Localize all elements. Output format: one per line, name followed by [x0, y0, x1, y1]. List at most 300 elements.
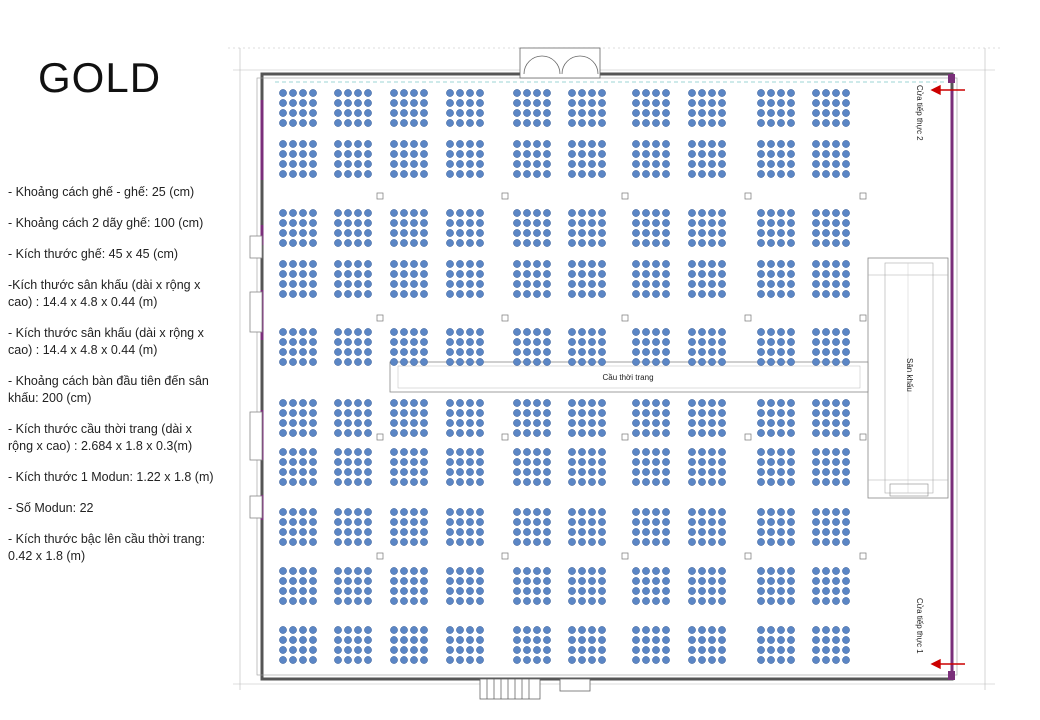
chair: [662, 468, 669, 475]
seating-block: [513, 399, 550, 436]
chair: [718, 478, 725, 485]
chair: [578, 508, 585, 515]
chair: [787, 328, 794, 335]
chair: [652, 260, 659, 267]
chair: [289, 409, 296, 416]
chair: [390, 260, 397, 267]
chair: [718, 140, 725, 147]
chair: [708, 338, 715, 345]
chair: [642, 229, 649, 236]
chair: [289, 89, 296, 96]
chair: [334, 448, 341, 455]
chair: [787, 567, 794, 574]
chair: [523, 528, 530, 535]
chair: [718, 270, 725, 277]
chair: [842, 528, 849, 535]
chair: [708, 399, 715, 406]
chair: [354, 429, 361, 436]
chair: [390, 209, 397, 216]
chair: [420, 478, 427, 485]
chair: [476, 419, 483, 426]
chair: [718, 567, 725, 574]
chair: [354, 239, 361, 246]
chair: [757, 577, 764, 584]
chair: [420, 229, 427, 236]
chair: [688, 338, 695, 345]
chair: [364, 280, 371, 287]
chair: [299, 260, 306, 267]
chair: [652, 458, 659, 465]
chair: [309, 338, 316, 345]
chair: [334, 577, 341, 584]
chair: [812, 538, 819, 545]
chair: [390, 419, 397, 426]
chair: [652, 338, 659, 345]
chair: [543, 518, 550, 525]
seating-block: [390, 209, 427, 246]
chair: [299, 150, 306, 157]
chair: [718, 597, 725, 604]
chair: [757, 290, 764, 297]
chair: [588, 478, 595, 485]
chair: [652, 290, 659, 297]
chair: [598, 219, 605, 226]
chair: [533, 358, 540, 365]
chair: [476, 119, 483, 126]
chair: [523, 150, 530, 157]
seating-block: [334, 508, 371, 545]
seating-block: [632, 626, 669, 663]
chair: [812, 219, 819, 226]
chair: [632, 538, 639, 545]
chair: [420, 358, 427, 365]
chair: [456, 538, 463, 545]
chair: [688, 508, 695, 515]
chair: [420, 458, 427, 465]
chair: [456, 468, 463, 475]
chair: [718, 229, 725, 236]
chair: [708, 140, 715, 147]
chair: [400, 239, 407, 246]
chair: [832, 429, 839, 436]
chair: [364, 587, 371, 594]
chair: [842, 429, 849, 436]
chair: [364, 656, 371, 663]
chair: [410, 567, 417, 574]
chair: [568, 646, 575, 653]
chair: [842, 419, 849, 426]
chair: [757, 468, 764, 475]
chair: [652, 626, 659, 633]
chair: [652, 478, 659, 485]
chair: [309, 656, 316, 663]
chair: [842, 328, 849, 335]
chair: [777, 636, 784, 643]
chair: [344, 646, 351, 653]
chair: [354, 140, 361, 147]
seating-block: [812, 448, 849, 485]
chair: [708, 429, 715, 436]
chair: [812, 290, 819, 297]
chair: [777, 270, 784, 277]
chair: [578, 577, 585, 584]
chair: [299, 399, 306, 406]
chair: [410, 99, 417, 106]
chair: [642, 109, 649, 116]
chair: [456, 119, 463, 126]
chair: [598, 170, 605, 177]
chair: [533, 508, 540, 515]
chair: [446, 170, 453, 177]
chair: [718, 409, 725, 416]
chair: [568, 538, 575, 545]
chair: [698, 478, 705, 485]
chair: [476, 636, 483, 643]
chair: [652, 99, 659, 106]
seating-block: [568, 508, 605, 545]
chair: [354, 229, 361, 236]
chair: [632, 270, 639, 277]
chair: [420, 348, 427, 355]
chair: [309, 109, 316, 116]
chair: [476, 328, 483, 335]
chair: [787, 508, 794, 515]
chair: [832, 636, 839, 643]
chair: [688, 140, 695, 147]
pillar: [377, 193, 383, 199]
chair: [767, 109, 774, 116]
chair: [513, 577, 520, 584]
chair: [456, 328, 463, 335]
chair: [698, 577, 705, 584]
chair: [513, 209, 520, 216]
chair: [299, 448, 306, 455]
chair: [662, 270, 669, 277]
chair: [832, 328, 839, 335]
seating-block: [446, 448, 483, 485]
service-door-2-arrow: [932, 86, 965, 94]
chair: [578, 528, 585, 535]
chair: [822, 429, 829, 436]
chair: [578, 646, 585, 653]
chair: [777, 567, 784, 574]
chair: [446, 328, 453, 335]
chair: [289, 508, 296, 515]
chair: [698, 99, 705, 106]
chair: [662, 478, 669, 485]
chair: [718, 468, 725, 475]
chair: [662, 239, 669, 246]
chair: [334, 328, 341, 335]
chair: [842, 508, 849, 515]
chair: [364, 528, 371, 535]
chair: [698, 656, 705, 663]
chair: [513, 290, 520, 297]
chair: [698, 518, 705, 525]
chair: [662, 646, 669, 653]
chair: [757, 89, 764, 96]
chair: [688, 626, 695, 633]
chair: [822, 219, 829, 226]
chair: [767, 328, 774, 335]
chair: [598, 328, 605, 335]
chair: [344, 399, 351, 406]
chair: [588, 429, 595, 436]
chair: [642, 409, 649, 416]
chair: [279, 119, 286, 126]
chair: [688, 328, 695, 335]
chair: [812, 597, 819, 604]
chair: [334, 348, 341, 355]
chair: [466, 160, 473, 167]
chair: [334, 656, 341, 663]
chair: [299, 626, 306, 633]
seating-block: [757, 448, 794, 485]
chair: [812, 518, 819, 525]
chair: [410, 636, 417, 643]
chair: [344, 538, 351, 545]
chair: [652, 636, 659, 643]
chair: [476, 140, 483, 147]
seating-block: [513, 626, 550, 663]
chair: [390, 587, 397, 594]
chair: [523, 626, 530, 633]
note-chair-spacing: - Khoảng cách ghế - ghế: 25 (cm): [8, 185, 195, 199]
chair: [568, 636, 575, 643]
chair: [642, 280, 649, 287]
pillar: [377, 315, 383, 321]
chair: [632, 626, 639, 633]
chair: [476, 99, 483, 106]
chair: [642, 458, 649, 465]
chair: [698, 280, 705, 287]
seating-block: [812, 89, 849, 126]
chair: [568, 358, 575, 365]
chair: [812, 109, 819, 116]
chair: [598, 239, 605, 246]
seating-block: [688, 209, 725, 246]
chair: [410, 140, 417, 147]
chair: [588, 508, 595, 515]
seating-block: [568, 328, 605, 365]
chair: [688, 99, 695, 106]
chair: [364, 478, 371, 485]
seating-block: [632, 567, 669, 604]
chair: [787, 348, 794, 355]
chair: [708, 518, 715, 525]
chair: [334, 160, 341, 167]
chair: [523, 656, 530, 663]
chair: [299, 567, 306, 574]
chair: [456, 587, 463, 594]
chair: [688, 409, 695, 416]
chair: [632, 636, 639, 643]
chair: [543, 170, 550, 177]
chair: [344, 280, 351, 287]
chair: [410, 358, 417, 365]
chair: [354, 399, 361, 406]
chair: [446, 119, 453, 126]
chair: [354, 109, 361, 116]
pillar: [745, 553, 751, 559]
chair: [652, 518, 659, 525]
seating-block: [757, 328, 794, 365]
chair: [523, 409, 530, 416]
chair: [456, 150, 463, 157]
seating-block: [757, 140, 794, 177]
chair: [533, 429, 540, 436]
chair: [543, 119, 550, 126]
chair: [466, 109, 473, 116]
chair: [708, 260, 715, 267]
chair: [334, 119, 341, 126]
chair: [718, 348, 725, 355]
chair: [446, 448, 453, 455]
chair: [354, 448, 361, 455]
seating-block: [513, 89, 550, 126]
chair: [787, 577, 794, 584]
chair: [466, 626, 473, 633]
chair: [523, 328, 530, 335]
chair: [354, 270, 361, 277]
chair: [662, 399, 669, 406]
chair: [842, 518, 849, 525]
chair: [832, 229, 839, 236]
chair: [299, 229, 306, 236]
chair: [698, 597, 705, 604]
chair: [777, 538, 784, 545]
chair: [466, 219, 473, 226]
chair: [354, 646, 361, 653]
chair: [632, 597, 639, 604]
chair: [456, 140, 463, 147]
chair: [777, 429, 784, 436]
chair: [632, 160, 639, 167]
seating-block: [812, 399, 849, 436]
chair: [832, 338, 839, 345]
chair: [832, 577, 839, 584]
chair: [456, 478, 463, 485]
chair: [708, 209, 715, 216]
chair: [513, 478, 520, 485]
chair: [446, 338, 453, 345]
chair: [588, 140, 595, 147]
chair: [446, 109, 453, 116]
chair: [309, 567, 316, 574]
chair: [662, 338, 669, 345]
chair: [688, 577, 695, 584]
chair: [446, 270, 453, 277]
chair: [632, 518, 639, 525]
chair: [568, 229, 575, 236]
chair: [688, 160, 695, 167]
chair: [456, 170, 463, 177]
chair: [466, 260, 473, 267]
chair: [299, 458, 306, 465]
chair: [279, 270, 286, 277]
chair: [757, 448, 764, 455]
chair: [698, 508, 705, 515]
chair: [446, 280, 453, 287]
chair: [364, 458, 371, 465]
chair: [344, 209, 351, 216]
chair: [466, 328, 473, 335]
chair: [334, 646, 341, 653]
chair: [344, 419, 351, 426]
chair: [598, 229, 605, 236]
chair: [662, 636, 669, 643]
chair: [476, 280, 483, 287]
chair: [410, 209, 417, 216]
chair: [568, 577, 575, 584]
chair: [289, 528, 296, 535]
chair: [364, 140, 371, 147]
chair: [708, 528, 715, 535]
chair: [309, 508, 316, 515]
seating-block: [513, 140, 550, 177]
chair: [533, 119, 540, 126]
chair: [632, 328, 639, 335]
chair: [688, 280, 695, 287]
chair: [832, 468, 839, 475]
chair: [513, 646, 520, 653]
chair: [842, 626, 849, 633]
chair: [513, 538, 520, 545]
chair: [410, 260, 417, 267]
chair: [533, 656, 540, 663]
seating-block: [446, 260, 483, 297]
chair: [400, 528, 407, 535]
chair: [456, 99, 463, 106]
chair: [299, 119, 306, 126]
chair: [642, 518, 649, 525]
chair: [420, 140, 427, 147]
chair: [299, 429, 306, 436]
chair: [364, 597, 371, 604]
seating-block: [568, 448, 605, 485]
chair: [718, 150, 725, 157]
chair: [578, 419, 585, 426]
chair: [822, 338, 829, 345]
chair: [832, 89, 839, 96]
chair: [832, 409, 839, 416]
chair: [344, 150, 351, 157]
chair: [354, 328, 361, 335]
chair: [757, 587, 764, 594]
chair: [299, 468, 306, 475]
chair: [578, 270, 585, 277]
chair: [354, 170, 361, 177]
chair: [476, 429, 483, 436]
chair: [698, 160, 705, 167]
chair: [513, 348, 520, 355]
chair: [523, 270, 530, 277]
chair: [822, 99, 829, 106]
chair: [812, 419, 819, 426]
main-door: [520, 48, 600, 78]
chair: [777, 170, 784, 177]
chair: [822, 119, 829, 126]
chair: [822, 577, 829, 584]
chair: [364, 468, 371, 475]
chair: [309, 528, 316, 535]
chair: [777, 597, 784, 604]
chair: [662, 328, 669, 335]
chair: [787, 150, 794, 157]
chair: [832, 209, 839, 216]
chair: [642, 528, 649, 535]
chair: [299, 280, 306, 287]
